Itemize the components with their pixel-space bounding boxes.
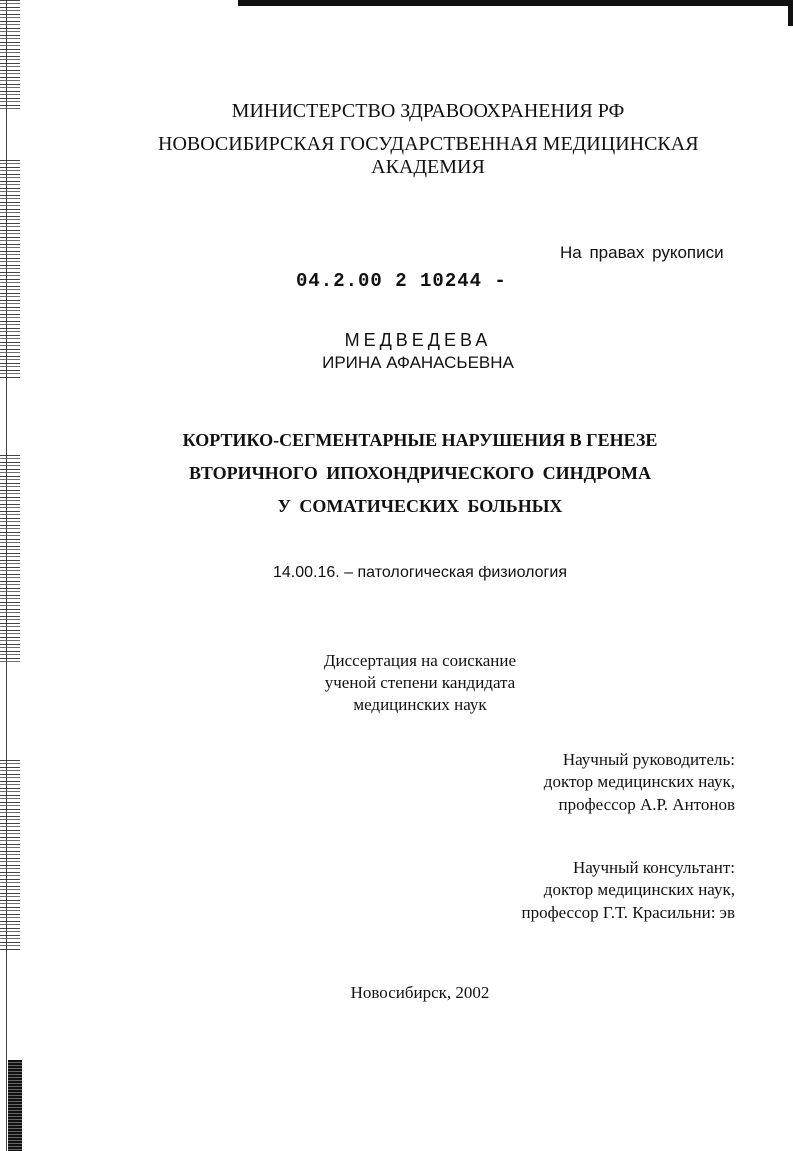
degree-statement-line-1: Диссертация на соискание	[323, 651, 517, 670]
scan-noise	[8, 1060, 22, 1151]
city-year: Новосибирск, 2002	[350, 983, 490, 1002]
dissertation-title-line-1: КОРТИКО-СЕГМЕНТАРНЫЕ НАРУШЕНИЯ В ГЕНЕЗЕ	[182, 430, 658, 450]
catalog-code: 04.2.00 2 10244 -	[296, 270, 507, 292]
academy-name-line-2: АКАДЕМИЯ	[371, 156, 485, 178]
consultant-role: Научный консультант:	[573, 858, 735, 877]
scan-edge-left	[0, 0, 22, 1151]
degree-statement-line-3: медицинских наук	[353, 695, 487, 714]
advisor-role: Научный руководитель:	[562, 750, 735, 769]
advisor-name: профессор А.Р. Антонов	[558, 795, 735, 814]
dissertation-title-line-2: ВТОРИЧНОГО ИПОХОНДРИЧЕСКОГО СИНДРОМА	[189, 463, 651, 483]
specialty-code: 14.00.16. – патологическая физиология	[273, 564, 567, 581]
manuscript-note: На правах рукописи	[560, 243, 724, 262]
scan-edge-top	[238, 0, 793, 6]
consultant-name: профессор Г.Т. Красильни: эв	[521, 903, 735, 922]
scan-noise	[0, 760, 20, 950]
scan-noise	[0, 455, 20, 665]
scan-noise	[0, 0, 20, 110]
scan-edge-right	[788, 0, 793, 26]
dissertation-title-line-3: У СОМАТИЧЕСКИХ БОЛЬНЫХ	[277, 496, 563, 516]
ministry-name: МИНИСТЕРСТВО ЗДРАВООХРАНЕНИЯ РФ	[231, 100, 625, 122]
scan-noise	[0, 160, 20, 380]
advisor-degree: доктор медицинских наук,	[543, 772, 735, 791]
consultant-degree: доктор медицинских наук,	[543, 880, 735, 899]
degree-statement-line-2: ученой степени кандидата	[324, 673, 516, 692]
academy-name-line-1: НОВОСИБИРСКАЯ ГОСУДАРСТВЕННАЯ МЕДИЦИНСКАЯ	[158, 133, 699, 155]
author-surname: МЕДВЕДЕВА	[344, 330, 492, 350]
author-given-names: ИРИНА АФАНАСЬЕВНА	[322, 353, 514, 372]
